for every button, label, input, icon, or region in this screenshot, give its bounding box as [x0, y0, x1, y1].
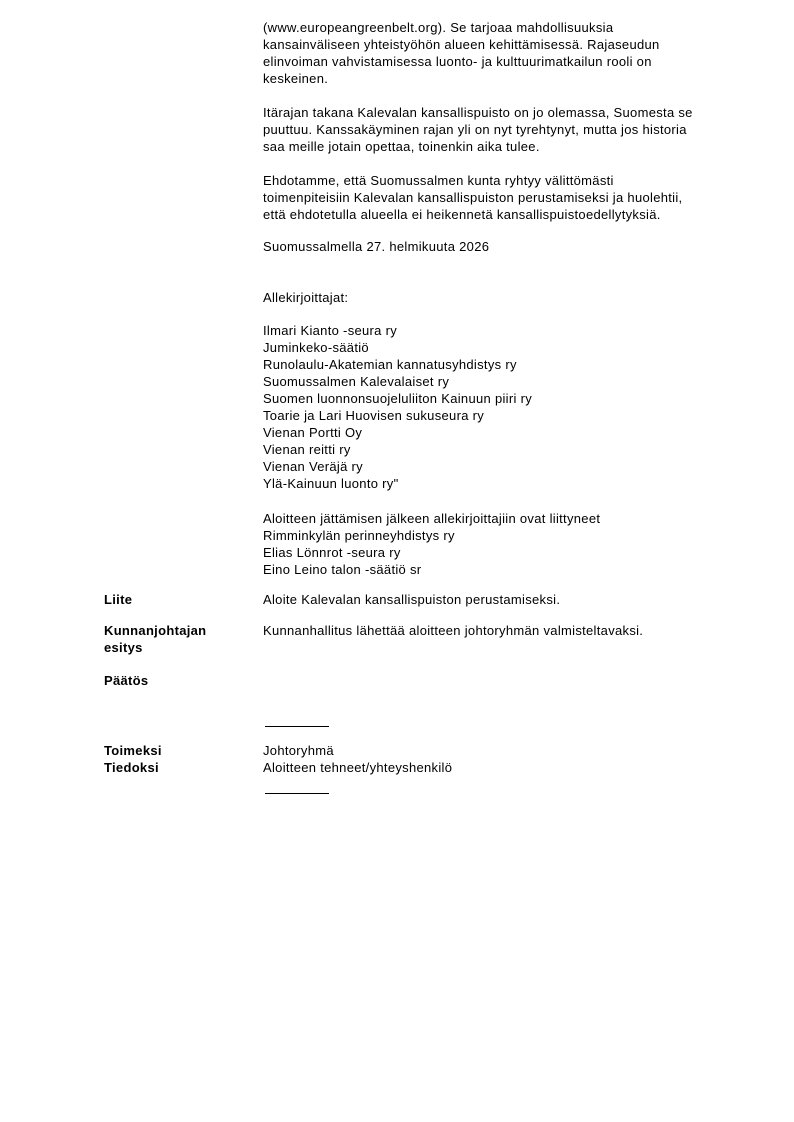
value-kunnanjohtajan-esitys: Kunnanhallitus lähettää aloitteen johtoryhmän valmisteltavaksi.: [263, 623, 644, 638]
text-line: Vienan Portti Oy: [263, 425, 363, 440]
label-paatos: Päätös: [104, 673, 149, 688]
value-toimeksi: Johtoryhmä: [263, 743, 334, 758]
signature-rule-bottom: [265, 793, 329, 794]
paragraph-ehdotus: [263, 172, 758, 223]
label-toimeksi: Toimeksi: [104, 743, 162, 758]
text-line: Ilmari Kianto -seura ry: [263, 323, 398, 338]
value-tiedoksi: Aloitteen tehneet/yhteyshenkilö: [263, 760, 453, 775]
text-line: Kunnanjohtajan: [104, 623, 207, 638]
text-line: Suomen luonnonsuojeluliiton Kainuun piiri ry: [263, 391, 533, 406]
label-liite: Liite: [104, 592, 133, 607]
label-tiedoksi: Tiedoksi: [104, 760, 159, 775]
text-line: saa meille jotain opettaa, toinenkin aika tulee.: [263, 139, 540, 154]
text-line: Vienan Veräjä ry: [263, 459, 363, 474]
text-line: (www.europeangreenbelt.org). Se tarjoaa mahdollisuuksia: [263, 20, 614, 35]
text-line: Aloitteen jättämisen jälkeen allekirjoittajiin ovat liittyneet: [263, 511, 601, 526]
text-line: puuttuu. Kanssakäyminen rajan yli on nyt tyrehtynyt, mutta jos historia: [263, 122, 687, 137]
text-line: Elias Lönnrot -seura ry: [263, 545, 401, 560]
paragraph-greenbelt: [263, 19, 758, 87]
signature-rule-top: [265, 726, 329, 727]
signatories-list: [263, 322, 758, 492]
joined-signatories-block: [263, 510, 758, 578]
text-line: kansainväliseen yhteistyöhön alueen kehittämisessä. Rajaseudun: [263, 37, 660, 52]
text-line: että ehdotetulla alueella ei heikennetä kansallispuistoedellytyksiä.: [263, 207, 661, 222]
text-line: elinvoiman vahvistamisessa luonto- ja kulttuurimatkailun rooli on: [263, 54, 652, 69]
text-line: esitys: [104, 640, 143, 655]
text-line: Runolaulu-Akatemian kannatusyhdistys ry: [263, 357, 517, 372]
text-line: Vienan reitti ry: [263, 442, 351, 457]
text-line: toimenpiteisiin Kalevalan kansallispuiston perustamiseksi ja huolehtii,: [263, 190, 683, 205]
text-line: Toarie ja Lari Huovisen sukuseura ry: [263, 408, 485, 423]
signatories-heading: Allekirjoittajat:: [263, 290, 349, 305]
text-line: Ehdotamme, että Suomussalmen kunta ryhtyy välittömästi: [263, 173, 614, 188]
text-line: keskeinen.: [263, 71, 329, 86]
text-line: Rimminkylän perinneyhdistys ry: [263, 528, 455, 543]
label-kunnanjohtajan-esitys: [104, 622, 254, 656]
text-line: Juminkeko-säätiö: [263, 340, 369, 355]
value-liite: Aloite Kalevalan kansallispuiston perustamiseksi.: [263, 592, 561, 607]
text-line: Ylä-Kainuun luonto ry": [263, 476, 399, 491]
dateline: Suomussalmella 27. helmikuuta 2026: [263, 239, 490, 254]
text-line: Itärajan takana Kalevalan kansallispuisto on jo olemassa, Suomesta se: [263, 105, 693, 120]
text-line: Suomussalmen Kalevalaiset ry: [263, 374, 450, 389]
paragraph-itaraja: [263, 104, 758, 155]
text-line: Eino Leino talon -säätiö sr: [263, 562, 422, 577]
